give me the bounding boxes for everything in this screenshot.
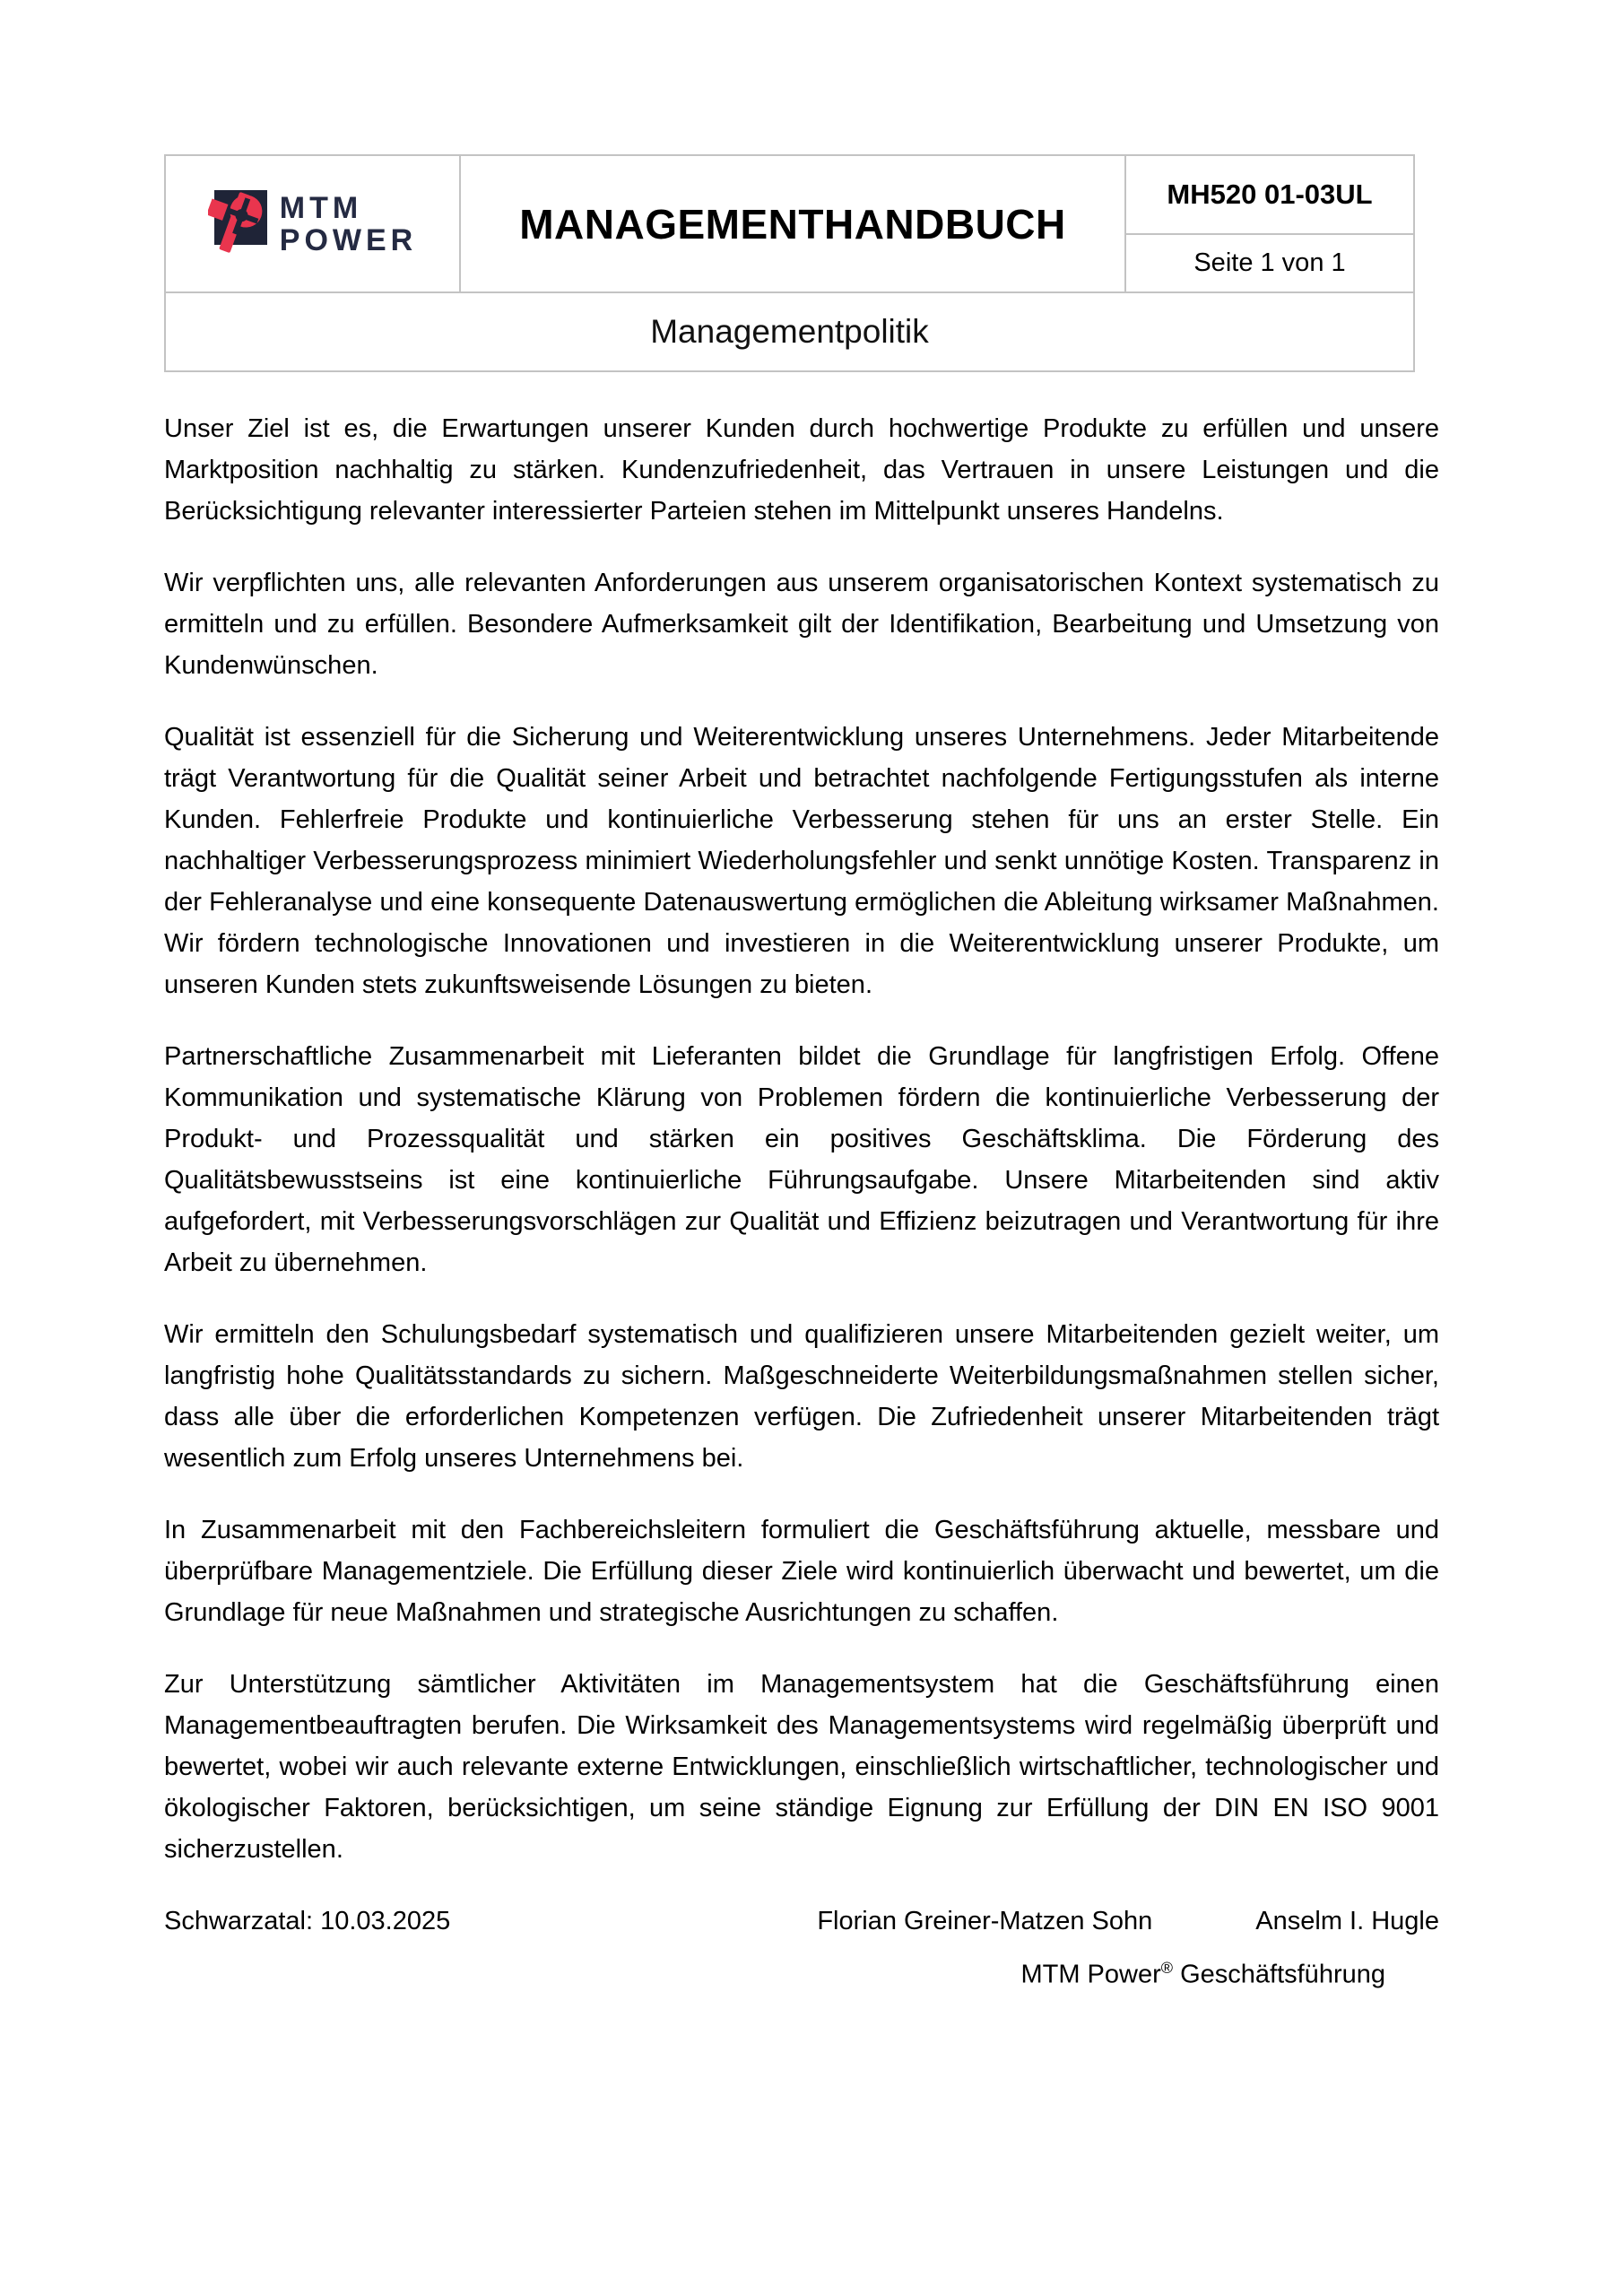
signature-block (164, 1900, 1439, 1996)
signature-row (164, 1900, 1439, 1942)
paragraph-goals: Unser Ziel ist es, die Erwartungen unserer Kunden durch hochwertige Produkte zu erfüllen und unsere Marktposition nachhaltig zu stärken. Kundenzufriedenheit, das Vertrauen in unsere Leistungen und die Berücksichtigung relevanter interessierter Parteien stehen im Mittelpunkt unseres Handelns. (164, 414, 1439, 526)
department-label: Geschäftsführung (1173, 1960, 1385, 1989)
company-name: MTM Power (1020, 1960, 1161, 1989)
paragraph-management-system: Zur Unterstützung sämtlicher Aktivitäten im Managementsystem hat die Geschäftsführung einen Managementbeauftragten berufen. Die Wirksamkeit des Managementsystems wird regelmäßig überprüft und bewertet, wobei wir auch relevante externe Entwicklungen, einschließlich wirtschaftlicher, technologischer und ökologischer Faktoren, berücksichtigen, um seine ständige Eignung zur Erfüllung der DIN EN ISO 9001 sicherzustellen. (164, 1670, 1439, 1864)
logo-wordmark-line1: MTM (279, 190, 363, 225)
logo-wordmark-line2: POWER (279, 222, 418, 257)
registered-trademark-symbol: ® (1160, 1959, 1174, 1977)
paragraph-training: Wir ermitteln den Schulungsbedarf systematisch und qualifizieren unsere Mitarbeitenden gezielt weiter, um langfristig hohe Qualitätsstandards zu sichern. Maßgeschneiderte Weiterbildungsmaßnahmen stellen sicher, dass alle über die erforderlichen Kompetenzen verfügen. Die Zufriedenheit unserer Mitarbeitenden trägt wesentlich zum Erfolg unseres Unternehmens bei. (164, 1320, 1439, 1473)
signer-name-left: Florian Greiner-Matzen Sohn (817, 1907, 1153, 1935)
document-id: MH520 01-03UL (1124, 156, 1413, 233)
place-and-date: Schwarzatal: 10.03.2025 (164, 1907, 451, 1935)
document-header-table (164, 154, 1415, 372)
document-subtitle: Managementpolitik (166, 291, 1413, 370)
logo-cell (166, 156, 459, 291)
page-info: Seite 1 von 1 (1124, 233, 1413, 291)
signer-name-right: Anselm I. Hugle (1255, 1907, 1439, 1935)
paragraph-suppliers: Partnerschaftliche Zusammenarbeit mit Lieferanten bildet die Grundlage für langfristigen Erfolg. Offene Kommunikation und systematische Klärung von Problemen fördern die kontinuierliche Verbesserung der Produkt- und Prozessqualität und stärken ein positives Geschäftsklima. Die Förderung des Qualitätsbewusstseins ist eine kontinuierliche Führungsaufgabe. Unsere Mitarbeitenden sind aktiv aufgefordert, mit Verbesserungsvorschlägen zur Qualität und Effizienz beizutragen und Verantwortung für ihre Arbeit zu übernehmen. (164, 1042, 1439, 1277)
paragraph-quality: Qualität ist essenziell für die Sicherung und Weiterentwicklung unseres Unternehmens. Jeder Mitarbeitende trägt Verantwortung für die Qualität seiner Arbeit und betrachtet nachfolgende Fertigungsstufen als interne Kunden. Fehlerfreie Produkte und kontinuierliche Verbesserung stehen für uns an erster Stelle. Ein nachhaltiger Verbesserungsprozess minimiert Wiederholungsfehler und senkt unnötige Kosten. Transparenz in der Fehleranalyse und eine konsequente Datenauswertung ermöglichen die Ableitung wirksamer Maßnahmen. Wir fördern technologische Innovationen und investieren in die Weiterentwicklung unserer Produkte, um unseren Kunden stets zukunftsweisende Lösungen zu bieten. (164, 723, 1439, 999)
logo-wordmark (280, 192, 417, 257)
signature-department-row (164, 1947, 1439, 1996)
document-body (164, 408, 1439, 1996)
document-title: MANAGEMENTHANDBUCH (459, 156, 1124, 291)
mtm-power-logo-icon (208, 189, 267, 259)
paragraph-commitment: Wir verpflichten uns, alle relevanten Anforderungen aus unserem organisatorischen Kontext systematisch zu ermitteln und zu erfüllen. Besondere Aufmerksamkeit gilt der Identifikation, Bearbeitung und Umsetzung von Kundenwünschen. (164, 569, 1439, 680)
paragraph-management-goals: In Zusammenarbeit mit den Fachbereichsleitern formuliert die Geschäftsführung aktuelle, messbare und überprüfbare Managementziele. Die Erfüllung dieser Ziele wird kontinuierlich überwacht und bewertet, um die Grundlage für neue Maßnahmen und strategische Ausrichtungen zu schaffen. (164, 1516, 1439, 1627)
